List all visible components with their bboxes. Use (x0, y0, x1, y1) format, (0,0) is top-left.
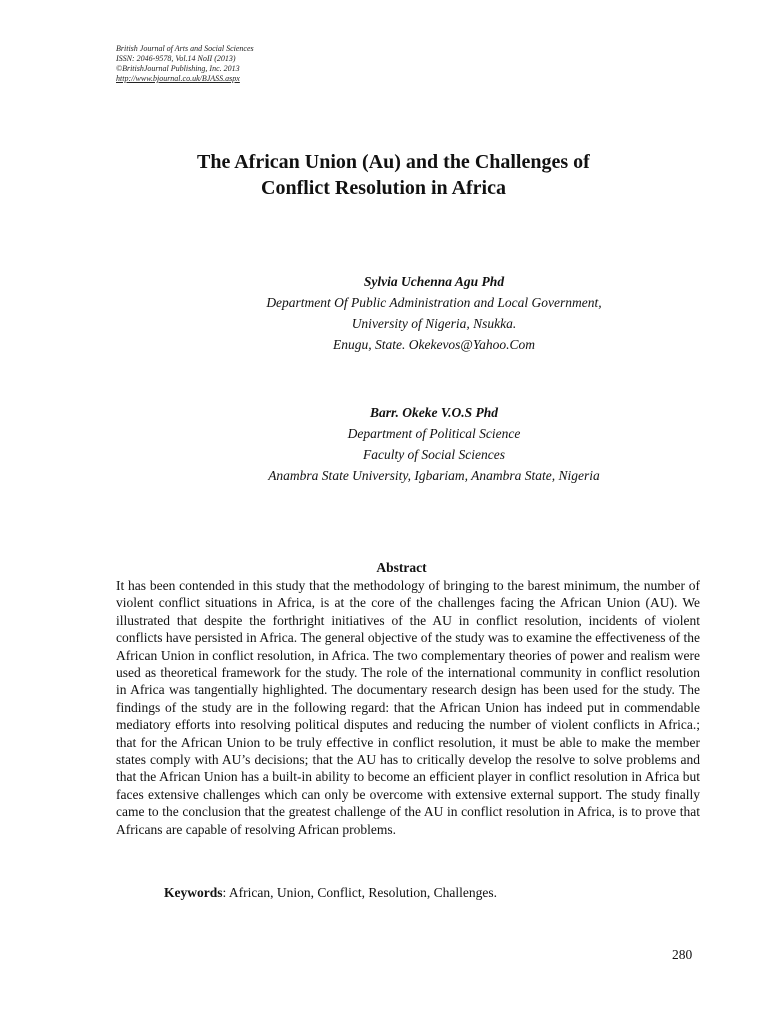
journal-issn: ISSN: 2046-9578, Vol.14 NoII (2013) (116, 54, 236, 63)
journal-url-link[interactable]: http://www.bjournal.co.uk/BJASS.aspx (116, 74, 240, 83)
journal-header (116, 44, 254, 84)
author-block-1 (0, 271, 768, 355)
page-number: 280 (672, 947, 693, 962)
author-affiliation: Anambra State University, Igbariam, Anambra State, Nigeria (268, 468, 600, 483)
author-block-2 (0, 402, 768, 486)
author-affiliation: Enugu, State. Okekevos@Yahoo.Com (332, 337, 536, 352)
keywords-line (164, 885, 497, 901)
keywords-label: Keywords (164, 885, 223, 900)
journal-copyright: ©BritishJournal Publishing, Inc. 2013 (116, 64, 240, 73)
title-line-2: Conflict Resolution in Africa (261, 177, 506, 199)
journal-name: British Journal of Arts and Social Sciences (116, 44, 254, 53)
title-line-1: The African Union (Au) and the Challenges of (197, 151, 590, 173)
author-name: Barr. Okeke V.O.S Phd (369, 405, 499, 420)
author-affiliation: University of Nigeria, Nsukka. (351, 316, 517, 331)
abstract-text: It has been contended in this study that the methodology of bringing to the barest minimum, the number of violent conflict situations in Africa, is at the core of the challenges facing the African Union (AU). We illustrated that despite the forthright initiatives of the AU in conflict resolution, incidents of violent conflicts have persisted in Africa. The general objective of the study was to examine the effectiveness of the African Union in conflict resolution, in Africa. The two complementary theories of power and realism were used as theoretical framework for the study. The role of the international community in conflict resolution in Africa was tangentially highlighted. The documentary research design has been used for the study. The findings of the study are in the following regard: that the African Union has indeed put in commendable mediatory efforts into resolving political disputes and reducing the number of violent conflicts in Africa.; that for the African Union to be truly effective in conflict resolution, it must be able to make the member states comply with AU’s decisions; that the AU has to critically develop the resolve to solve problems and that the African Union has a built-in ability to become an efficient player in conflict resolution in Africa but faces extensive challenges which can only be overcome with extensive external support. The study finally came to the conclusion that the greatest challenge of the AU in conflict resolution in Africa, is to prove that Africans are capable of resolving African problems. (116, 578, 700, 837)
abstract-heading: Abstract (376, 560, 427, 575)
author-affiliation: Department of Political Science (347, 426, 521, 441)
author-name: Sylvia Uchenna Agu Phd (363, 274, 505, 289)
author-affiliation: Department Of Public Administration and Local Government, (266, 295, 602, 310)
keywords-text: : African, Union, Conflict, Resolution, Challenges. (222, 885, 497, 900)
author-affiliation: Faculty of Social Sciences (362, 447, 506, 462)
